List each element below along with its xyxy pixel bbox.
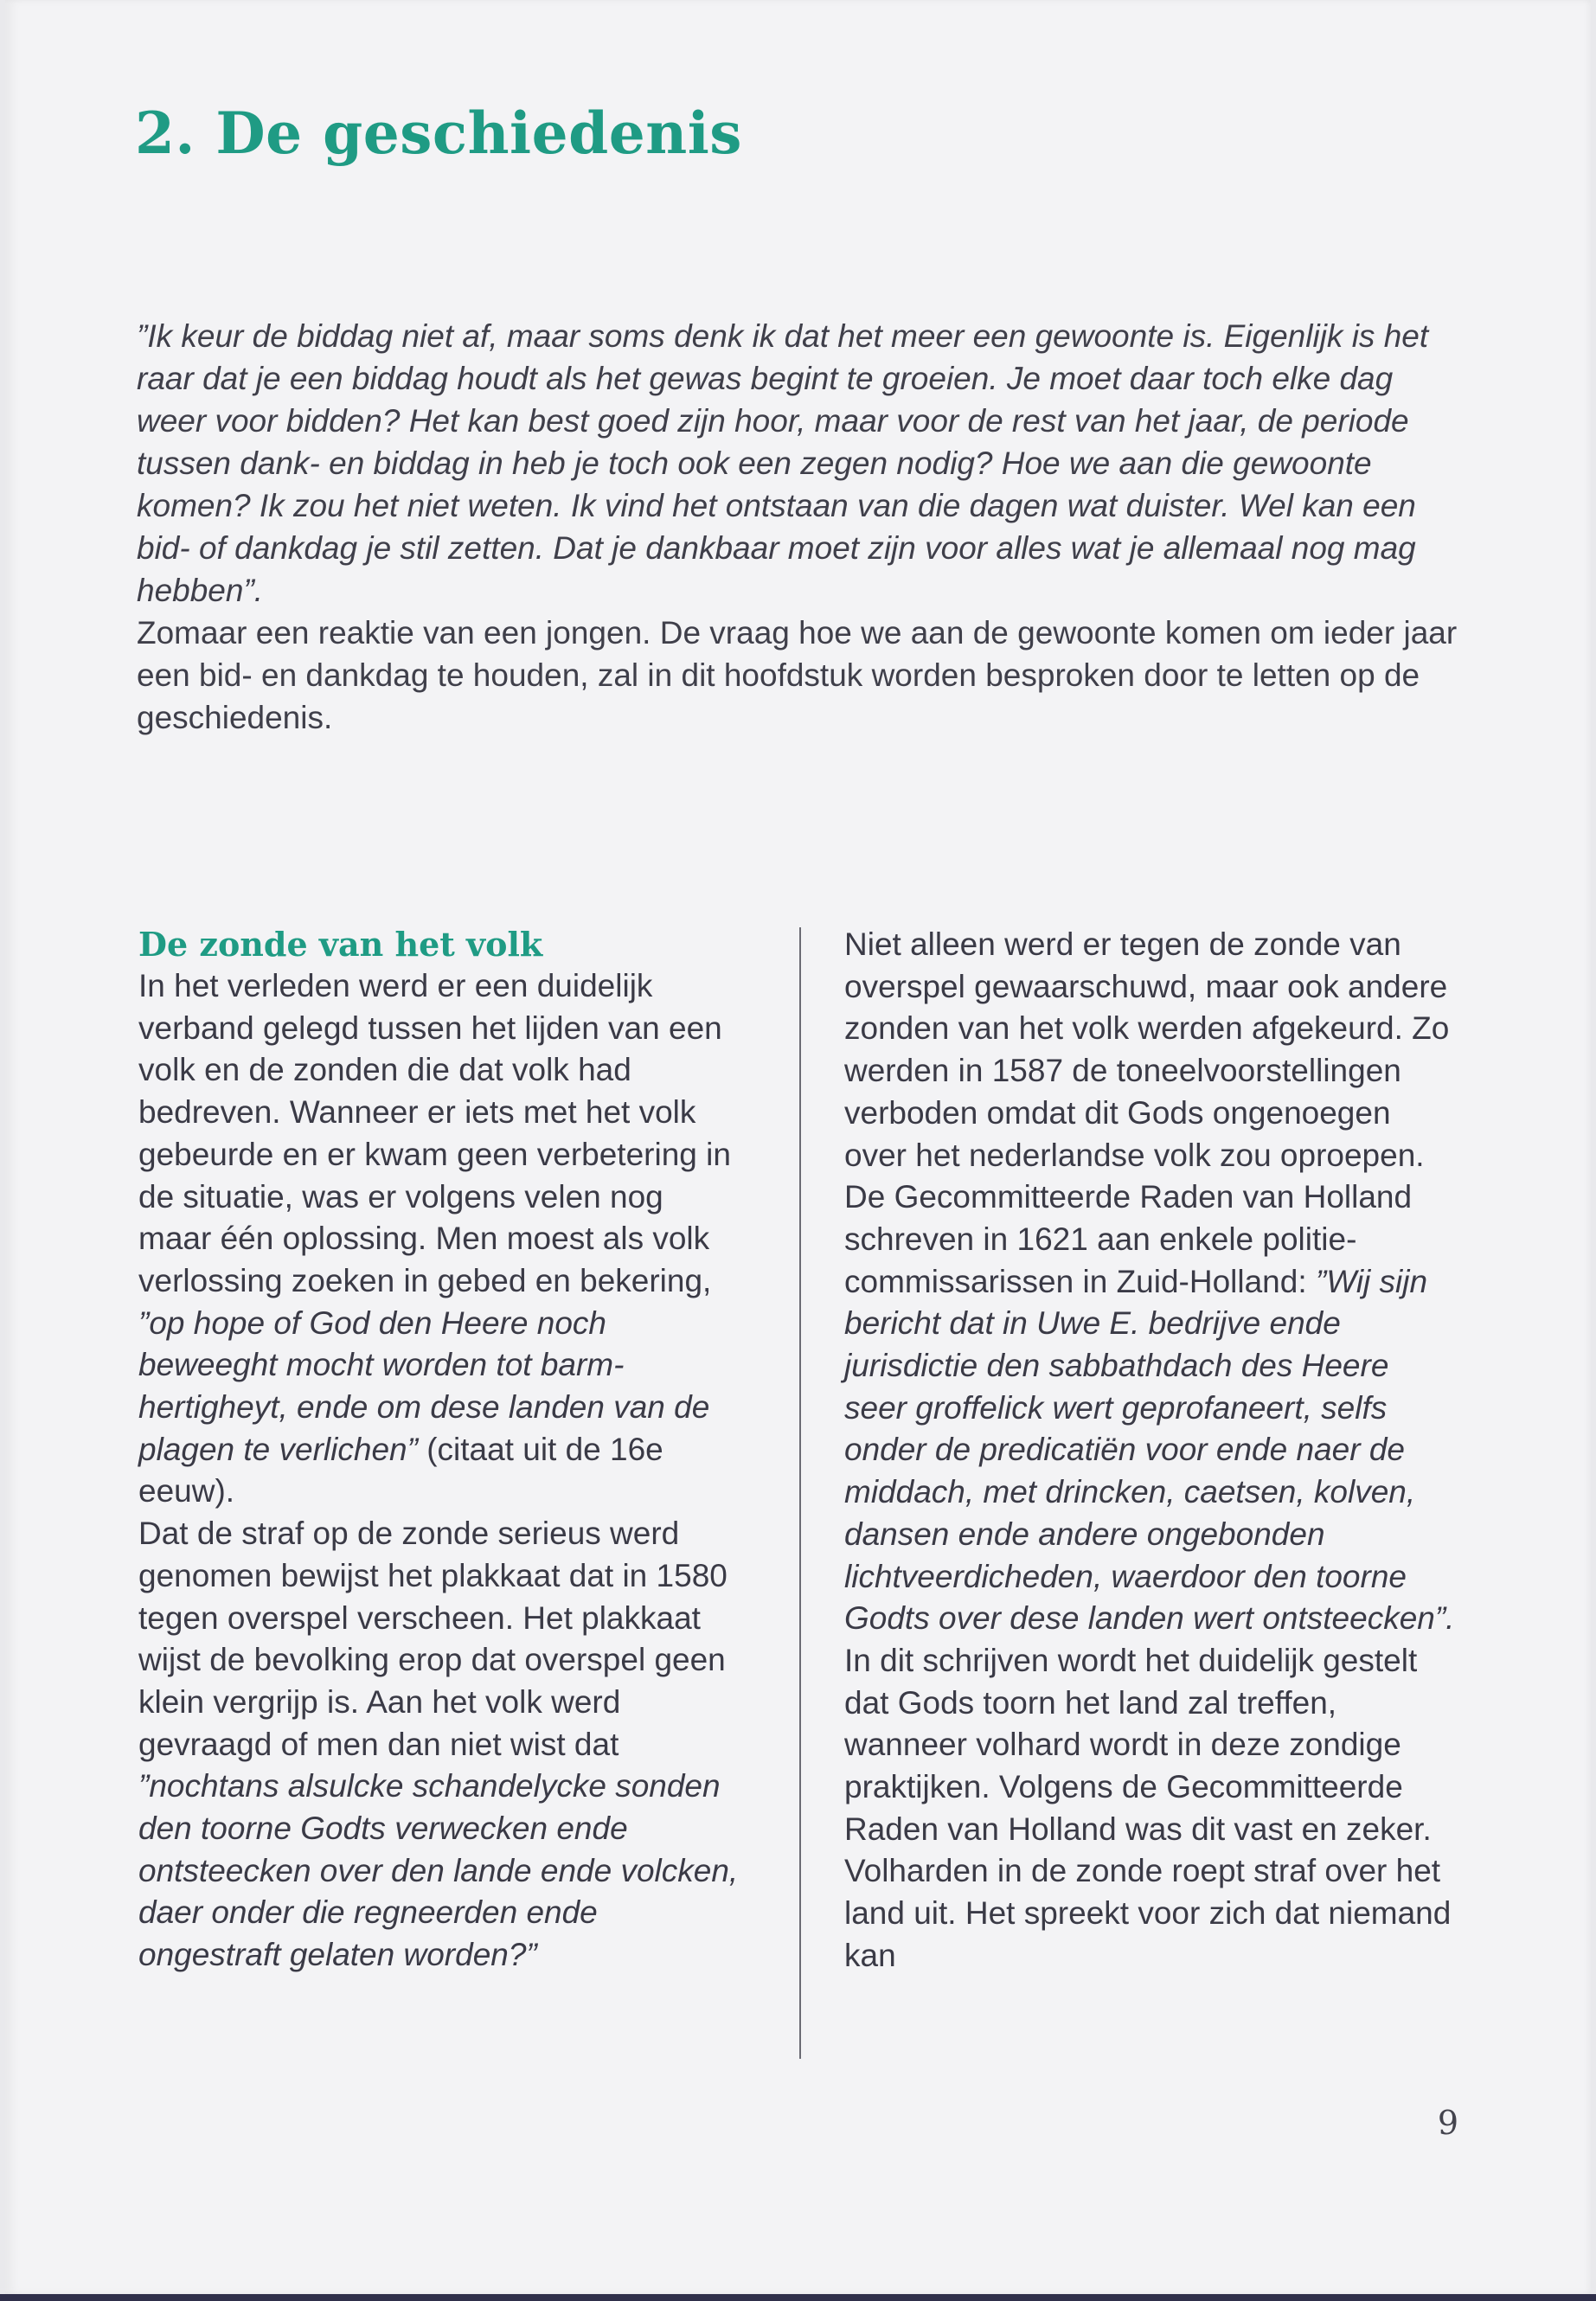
right-column [844, 924, 1458, 1977]
paragraph-3-tail: In dit schrijven wordt het duidelijk gestelt dat Gods toorn het land zal treffen, wanneer volhard wordt in deze zondige praktijken. Volgens de Gecommitteerde Raden van Holland was dit vast en zeker. Volharden in de zonde roept straf over het land uit. Het spreekt voor zich dat niemand kan [844, 1642, 1452, 1973]
intro-block [137, 315, 1469, 739]
paragraph-3-text: Niet alleen werd er tegen de zonde van overspel gewaarschuwd, maar ook andere zonden van het volk werden afgekeurd. Zo werden in 1587 de toneelvoorstellingen verboden omdat dit Gods ongenoegen over het nederlandse volk zou oproepen. De Gecommitteerde Raden van Holland schreven in 1621 aan enkele politiecommissarissen in Zuid-Holland: [844, 926, 1450, 1299]
paragraph-1 [138, 965, 744, 1513]
section-heading: De zonde van het volk [138, 925, 543, 964]
column-divider [799, 927, 801, 2059]
paragraph-3 [844, 924, 1458, 1977]
book-page [5, 0, 1591, 2294]
paragraph-1-text: In het verleden werd er een duidelijk verband gelegd tussen het lijden van een volk en de zonden die dat volk had bedreven. Wanneer er iets met het volk gebeurde en er kwam geen verbetering in de situatie, was er volgens velen nog maar één oplossing. Men moest als volk verlossing zoeken in gebed en bekering, [138, 968, 731, 1298]
page-bottom-edge [0, 2294, 1596, 2301]
page-number: 9 [1437, 2104, 1458, 2142]
left-column [138, 924, 744, 1977]
paragraph-1-quote: ”op hope of God den Heere noch beweeght mocht worden tot barmhertigheyt, ende om dese landen van de plagen te verlichen” [138, 1304, 710, 1467]
paragraph-2-text: Dat de straf op de zonde serieus werd genomen bewijst het plakkaat dat in 1580 tegen overspel verscheen. Het plakkaat wijst de bevolking erop dat overspel geen klein vergrijp is. Aan het volk werd gevraagd of men dan niet wist dat [138, 1516, 727, 1762]
intro-followup: Zomaar een reaktie van een jongen. De vraag hoe we aan de gewoonte komen om ieder jaar een bid- en dankdag te houden, zal in dit hoofdstuk worden besproken door te letten op de geschiedenis. [137, 615, 1458, 735]
paragraph-3-quote: ”Wij sijn bericht dat in Uwe E. bedrijve ende jurisdictie den sabbathdach des Heere seer groffelick wert geprofaneert, selfs onder de predicatiën voor ende naer de middach, met drincken, caetsen, kolven, dansen ende andere ongebonden lichtveerdicheden, waerdoor den toorne Godts over dese landen wert ontsteecken”. [844, 1263, 1455, 1637]
chapter-title: 2. De geschiedenis [135, 99, 742, 167]
intro-quote: ”Ik keur de biddag niet af, maar soms denk ik dat het meer een gewoonte is. Eigenlijk is het raar dat je een biddag houdt als het gewas begint te groeien. Je moet daar toch elke dag weer voor bidden? Het kan best goed zijn hoor, maar voor de rest van het jaar, de periode tussen dank- en biddag in heb je toch ook een zegen nodig? Hoe we aan die gewoonte komen? Ik zou het niet weten. Ik vind het ontstaan van die dagen wat duister. Wel kan een bid- of dankdag je stil zetten. Dat je dankbaar moet zijn voor alles wat je allemaal nog mag hebben”. [137, 318, 1429, 608]
paragraph-2-quote: ”nochtans alsulcke schandelycke sonden den toorne Godts verwecken ende ontsteecken over den lande ende volcken, daer onder die regneerden ende ongestraft gelaten worden?” [138, 1768, 739, 1973]
paragraph-1-tail: (citaat uit de 16e eeuw). [138, 1431, 663, 1509]
paragraph-2 [138, 1513, 744, 1977]
